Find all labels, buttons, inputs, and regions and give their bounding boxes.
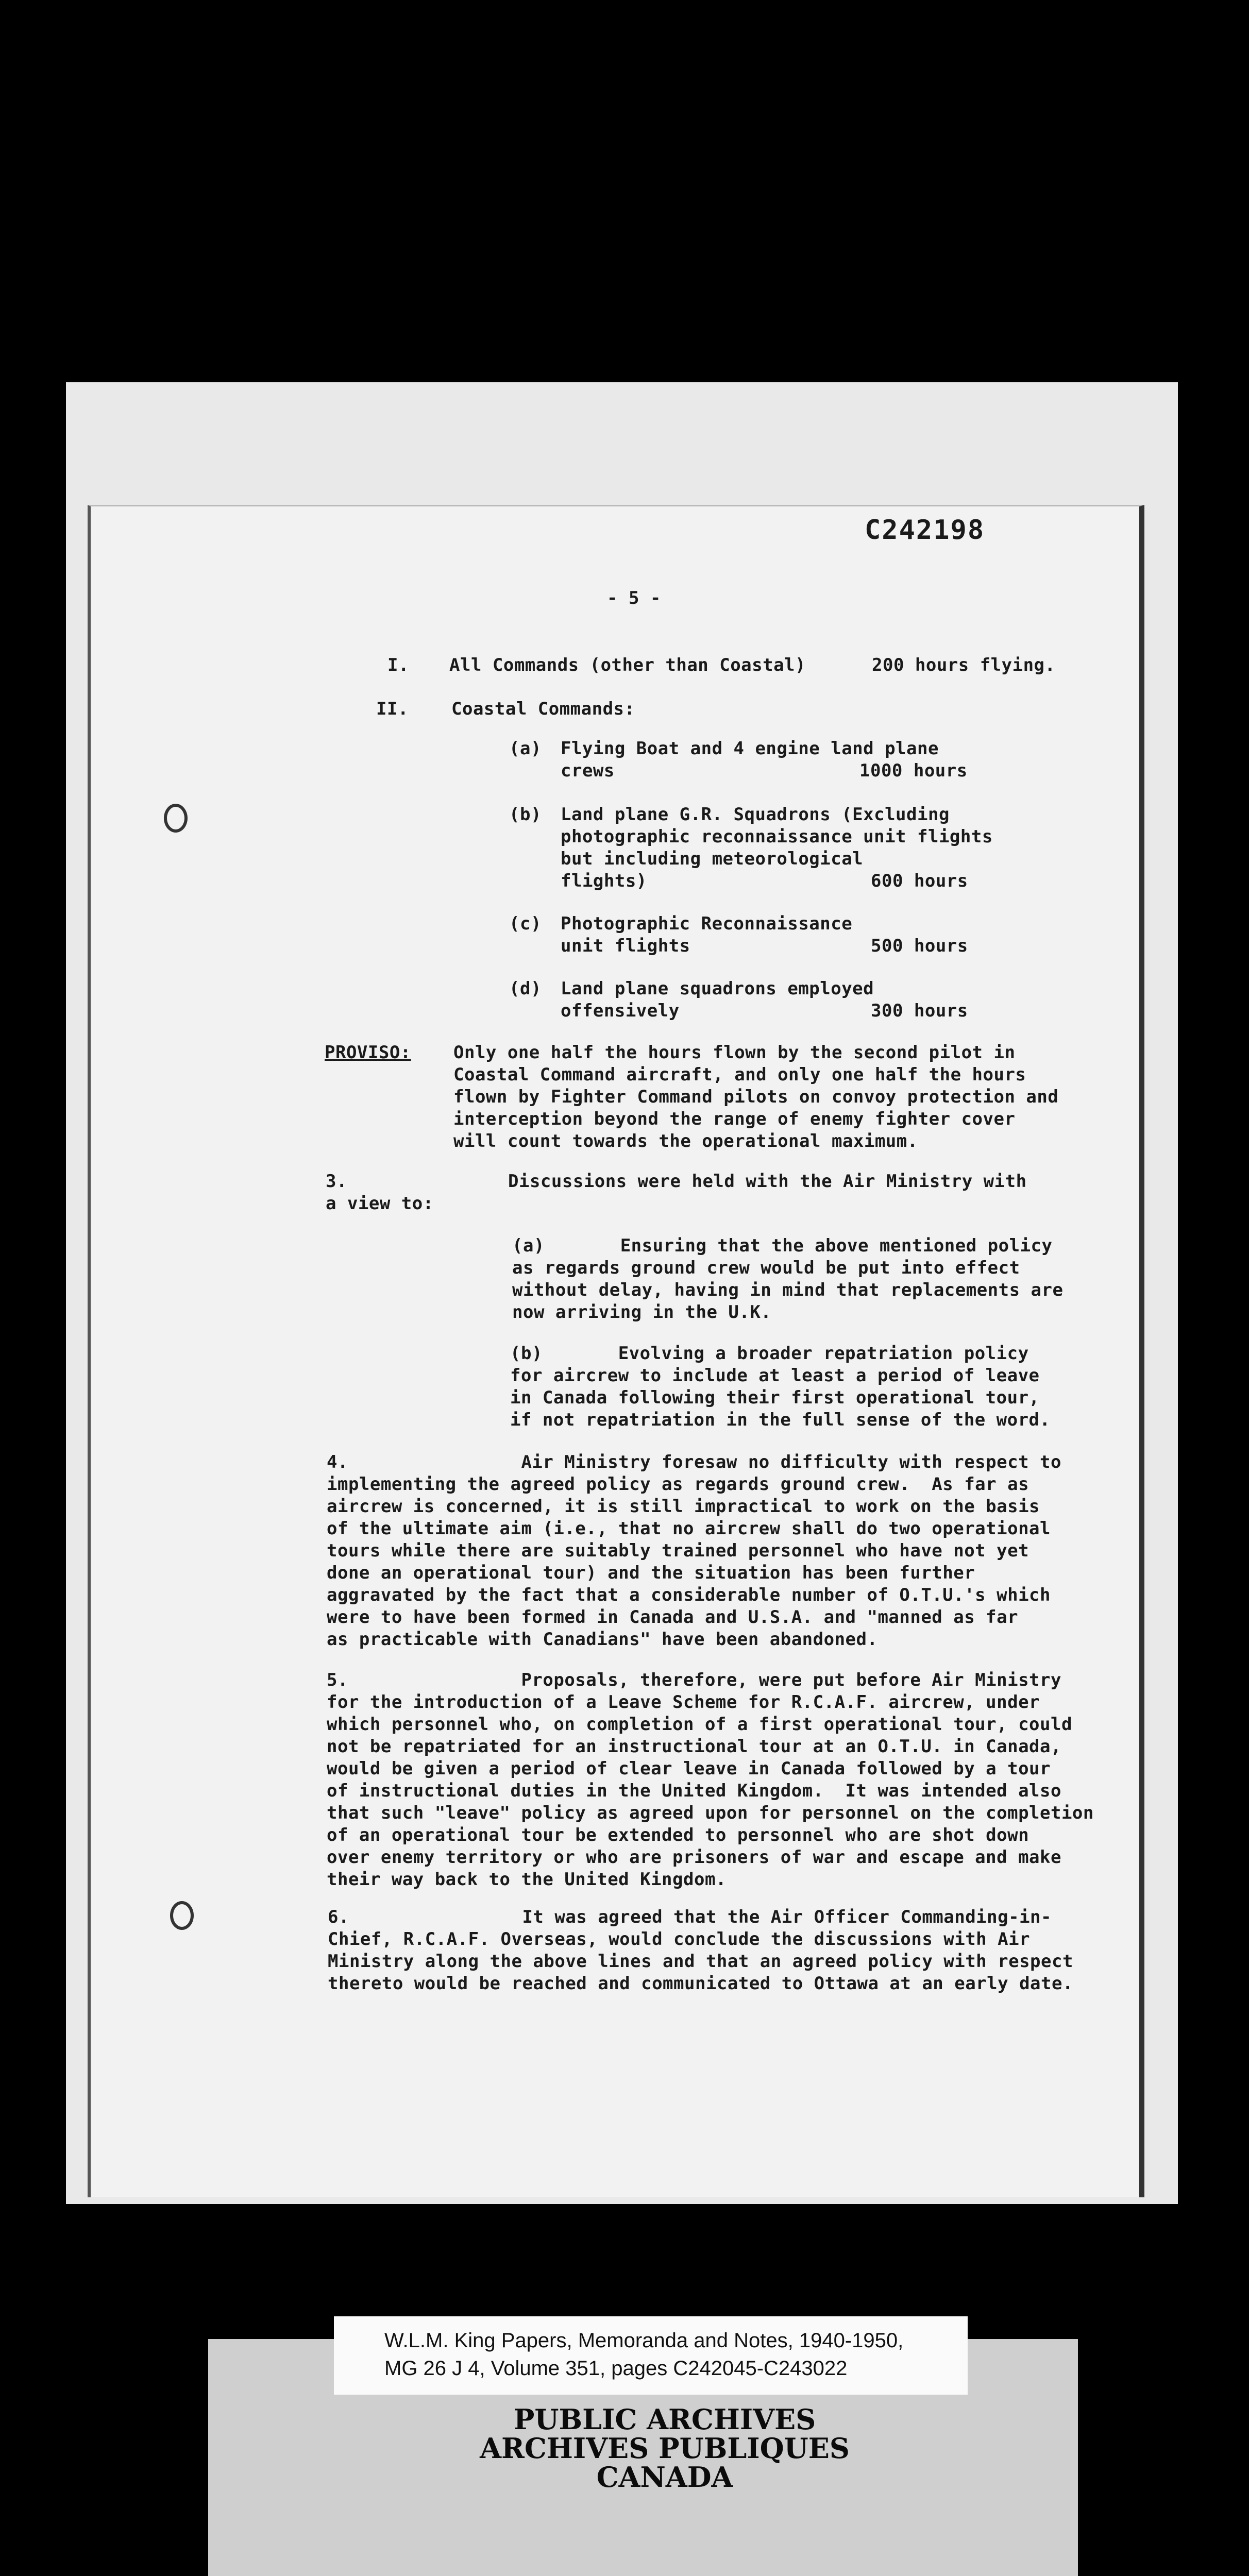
- item-i-label: All Commands (other than Coastal): [449, 655, 806, 675]
- sub-b-value: 600 hours: [871, 871, 968, 891]
- sub-b-line1: Land plane G.R. Squadrons (Excluding: [561, 804, 950, 825]
- document-number: C242198: [865, 515, 985, 546]
- sub-a-line1: Flying Boat and 4 engine land plane: [561, 738, 939, 759]
- para5: 5. Proposals, therefore, were put before Air Ministry for the introduction of a Leave Scheme for R.C.A.F. aircrew, under which personnel who, on completion of a first operational tour, could not be repatriated for an instructional tour at an O.T.U. in Canada, would be given a period of clear leave in Canada followed by a tour of instructional duties in the United Kingdom. It was intended also that such "leave" policy as agreed upon for personnel on the completion of an operational tour be extended to personnel who are shot down over enemy territory or who are prisoners of war and escape and make their way back to the United Kingdom.: [327, 1670, 1094, 1890]
- para3-continuation: a view to:: [326, 1193, 434, 1214]
- punch-hole-top: [164, 804, 188, 833]
- sub-c-line1: Photographic Reconnaissance: [561, 913, 853, 934]
- stamp-line2: ARCHIVES PUBLIQUES: [480, 2432, 850, 2465]
- page-number: - 5 -: [607, 588, 661, 608]
- sub-a-line2: crews: [561, 760, 615, 781]
- sub-d-line2: offensively: [561, 1001, 680, 1021]
- sub-a-letter: (a): [509, 738, 542, 759]
- archive-caption-line2: MG 26 J 4, Volume 351, pages C242045-C243022: [384, 2357, 848, 2380]
- archives-stamp: [453, 2405, 876, 2492]
- sub-d-letter: (d): [509, 978, 542, 999]
- sub-b-line2: photographic reconnaissance unit flights: [561, 826, 993, 847]
- proviso-text: Only one half the hours flown by the second pilot in Coastal Command aircraft, and only one half the hours flown by Fighter Command pilots on convoy protection and interception beyond the range of enemy fighter cover will count towards the operational maximum.: [453, 1042, 1059, 1151]
- para3-number: 3.: [326, 1171, 347, 1192]
- proviso-label: PROVISO:: [325, 1042, 411, 1063]
- para6: 6. It was agreed that the Air Officer Commanding-in- Chief, R.C.A.F. Overseas, would conclude the discussions with Air Ministry along the above lines and that an agreed policy with respect thereto would be reached and communicated to Ottawa at an early date.: [328, 1907, 1073, 1994]
- stamp-line3: CANADA: [596, 2461, 733, 2494]
- para4: 4. Air Ministry foresaw no difficulty with respect to implementing the agreed policy as regards ground crew. As far as aircrew is concerned, it is still impractical to work on the basis of the ultimate aim (i.e., that no aircrew shall do two operational tours while there are suitably trained personnel who have not yet done an operational tour) and the situation has been further aggravated by the fact that a considerable number of O.T.U.'s which were to have been formed in Canada and U.S.A. and "manned as far as practicable with Canadians" have been abandoned.: [327, 1452, 1061, 1650]
- sub-c-value: 500 hours: [871, 936, 968, 956]
- item-i-value: 200 hours flying.: [872, 655, 1056, 675]
- sub-b-letter: (b): [509, 804, 542, 825]
- archive-caption: [334, 2316, 968, 2395]
- punch-hole-bottom: [170, 1901, 194, 1930]
- sub-b-line4: flights): [561, 871, 647, 891]
- sub-b-line3: but including meteorological: [561, 849, 864, 869]
- sub-c-letter: (c): [509, 913, 542, 934]
- stamp-line1: PUBLIC ARCHIVES: [513, 2403, 816, 2436]
- item-ii-numeral: II.: [376, 699, 409, 719]
- sub-d-value: 300 hours: [871, 1001, 968, 1021]
- para3-item-b: (b) Evolving a broader repatriation policy for aircrew to include at least a period of leave in Canada following their first operational tour, if not repatriation in the full sense of the word.: [510, 1343, 1051, 1430]
- item-ii-label: Coastal Commands:: [451, 699, 635, 719]
- sub-c-line2: unit flights: [561, 936, 690, 956]
- para3-item-a: (a) Ensuring that the above mentioned policy as regards ground crew would be put into effect without delay, having in mind that replacements are now arriving in the U.K.: [512, 1235, 1064, 1323]
- item-i-numeral: I.: [387, 655, 409, 675]
- sub-d-line1: Land plane squadrons employed: [561, 978, 874, 999]
- sub-a-value: 1000 hours: [859, 760, 968, 781]
- archive-caption-line1: W.L.M. King Papers, Memoranda and Notes, 1940-1950,: [384, 2329, 904, 2352]
- para3-text: Discussions were held with the Air Ministry with: [508, 1171, 1027, 1192]
